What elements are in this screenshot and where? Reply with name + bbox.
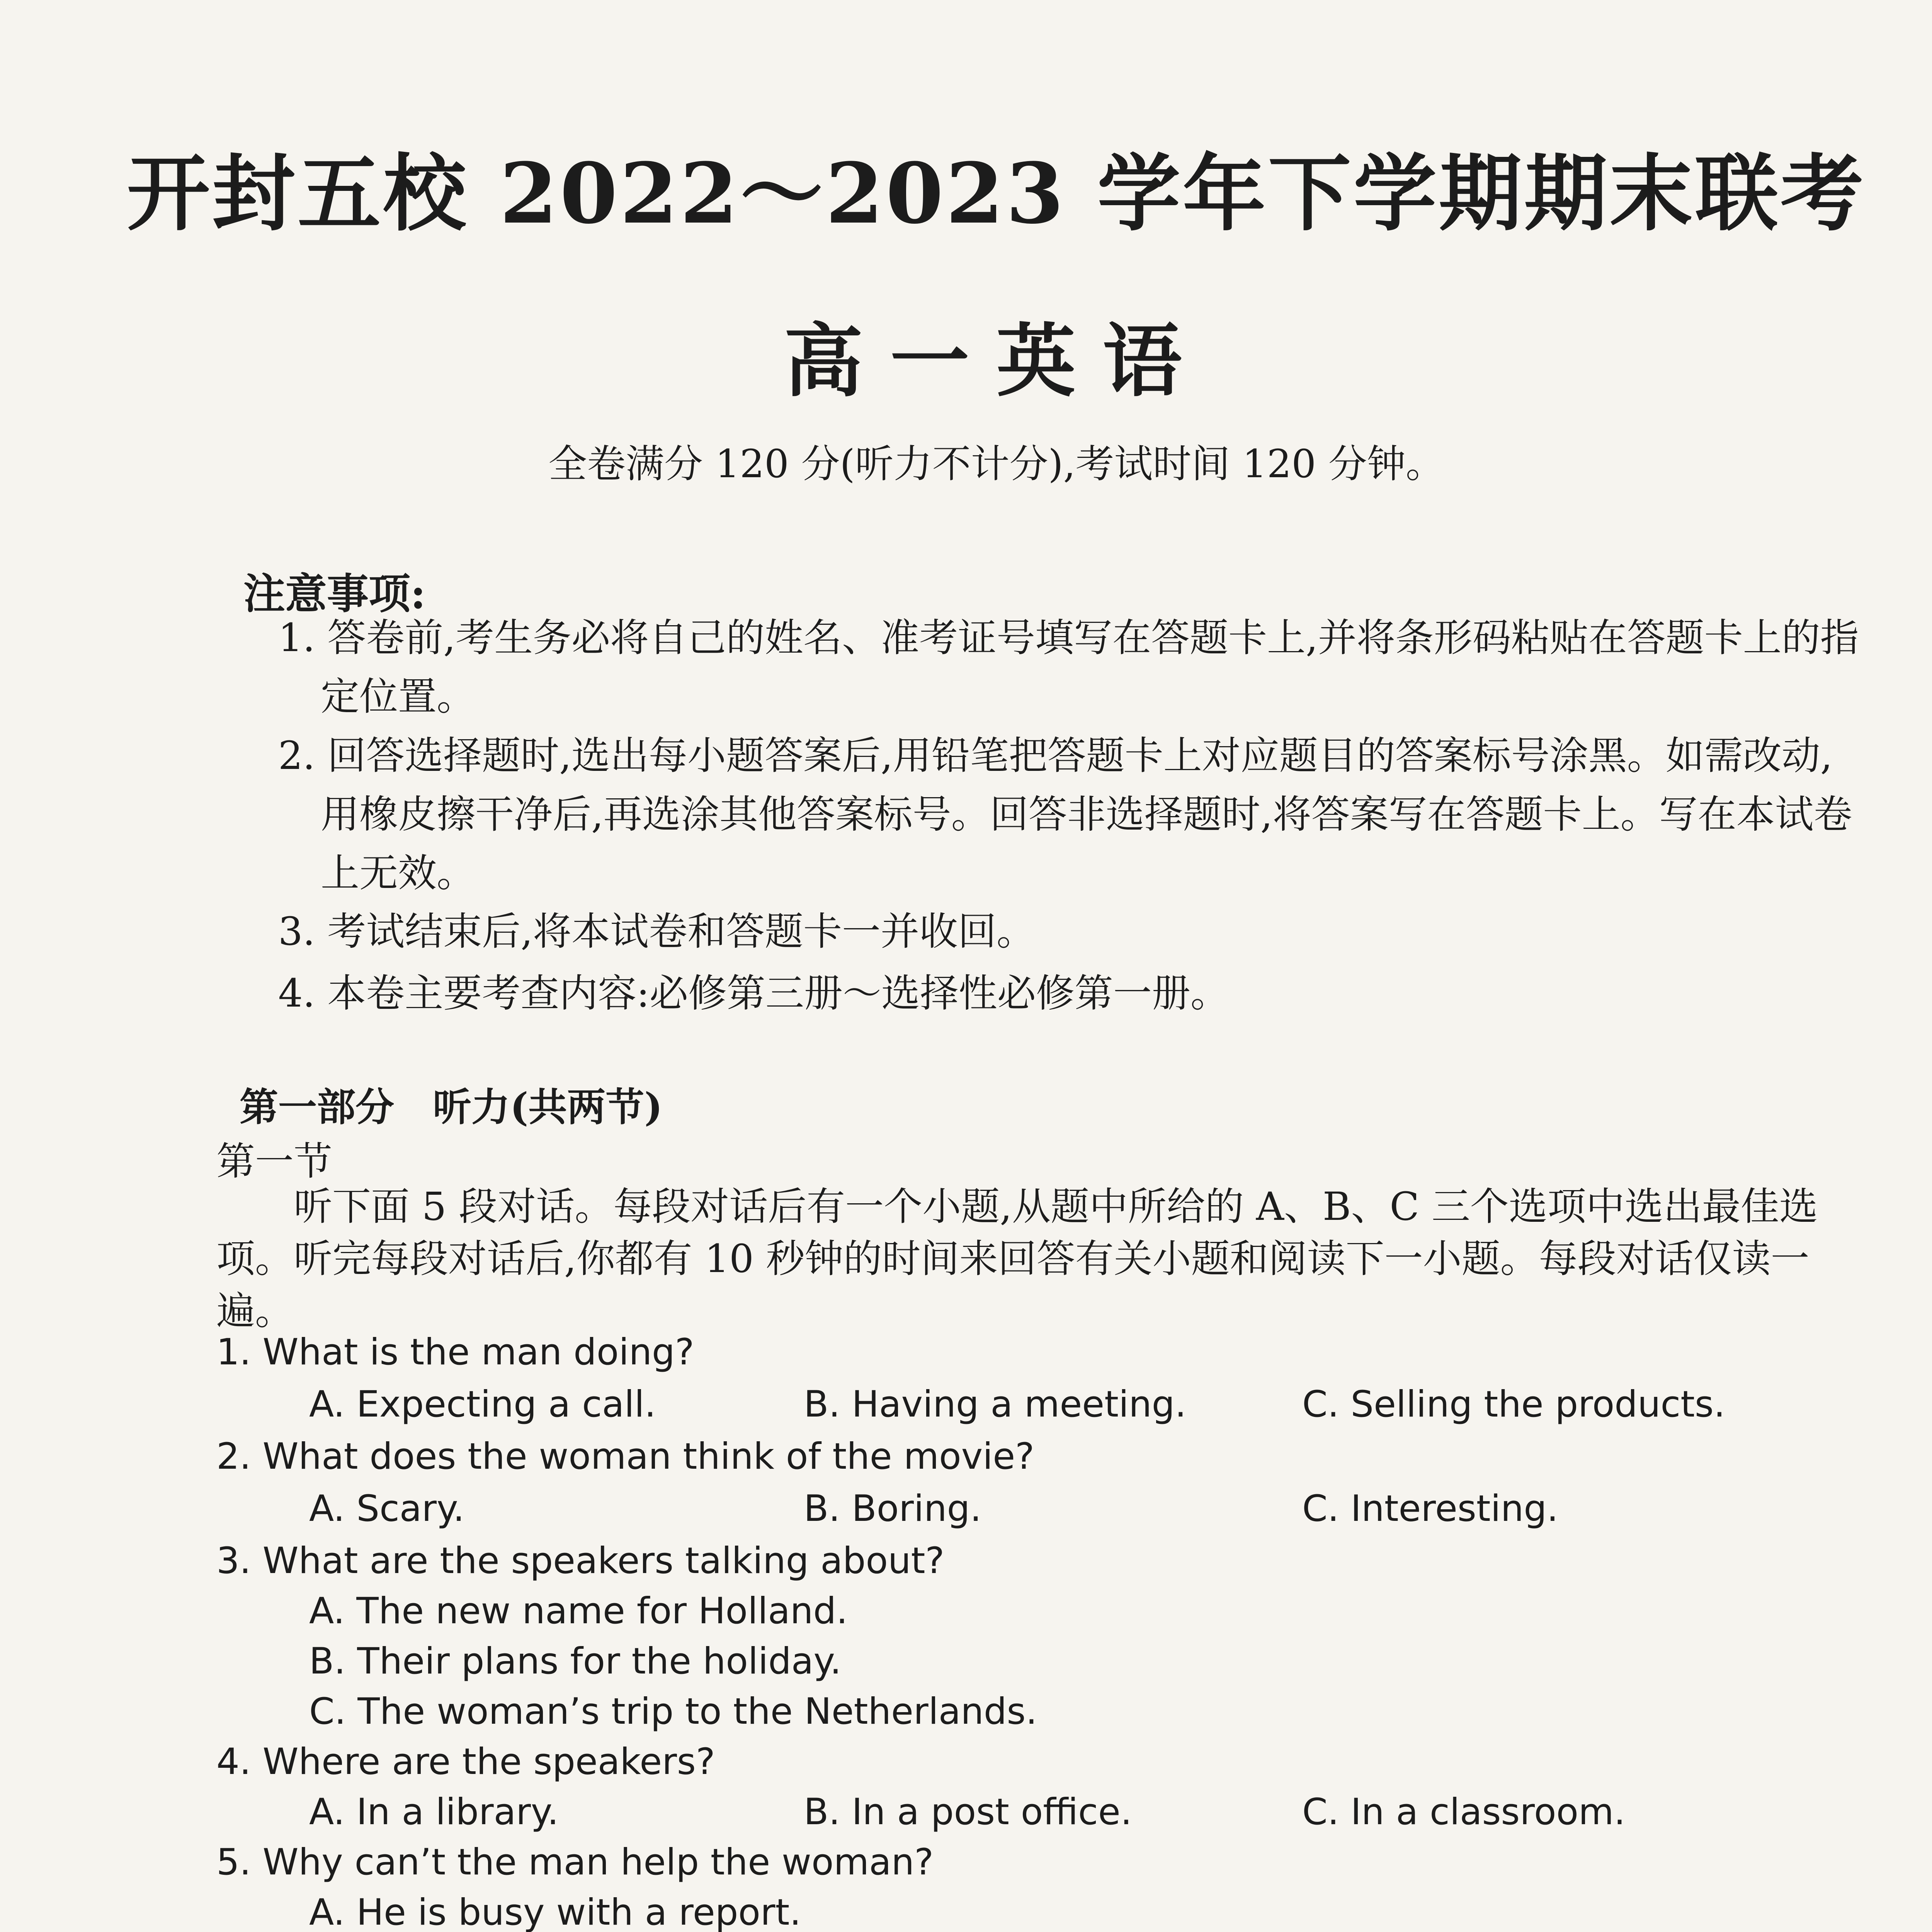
question-stem: 4. Where are the speakers? bbox=[216, 1741, 715, 1783]
option-b: B. Having a meeting. bbox=[804, 1383, 1187, 1425]
exam-title: 开封五校 2022～2023 学年下学期期末联考 bbox=[127, 145, 1866, 242]
option-c: C. The woman’s trip to the Netherlands. bbox=[309, 1690, 1037, 1733]
note-item: 2. 回答选择题时,选出每小题答案后,用铅笔把答题卡上对应题目的答案标号涂黑。如需改动,用橡皮擦干净后,再选涂其他答案标号。回答非选择题时,将答案写在答题卡上。写在本试卷上无效。 bbox=[278, 733, 1852, 896]
part-heading: 第一部分 听力(共两节) bbox=[240, 1084, 663, 1130]
question-stem: 3. What are the speakers talking about? bbox=[216, 1540, 945, 1582]
option-c: C. Selling the products. bbox=[1302, 1383, 1725, 1425]
section-instructions: 听下面 5 段对话。每段对话后有一个小题,从题中所给的 A、B、C 三个选项中选出最佳选项。听完每段对话后,你都有 10 秒钟的时间来回答有关小题和阅读下一小题。每段对话仅读一遍。 bbox=[216, 1184, 1818, 1333]
question-stem: 5. Why can’t the man help the woman? bbox=[216, 1841, 934, 1883]
question-stem: 2. What does the woman think of the movie? bbox=[216, 1435, 1035, 1478]
option-c: C. Interesting. bbox=[1302, 1488, 1558, 1530]
option-a: A. He is busy with a report. bbox=[309, 1891, 801, 1932]
full-score-note: 全卷满分 120 分(听力不计分),考试时间 120 分钟。 bbox=[548, 441, 1444, 486]
option-a: A. The new name for Holland. bbox=[309, 1590, 848, 1632]
option-a: A. In a library. bbox=[309, 1791, 559, 1833]
subject-title: 高一英语 bbox=[784, 315, 1209, 408]
option-a: A. Expecting a call. bbox=[309, 1383, 656, 1425]
section-heading: 第一节 bbox=[216, 1139, 332, 1184]
question-stem: 1. What is the man doing? bbox=[216, 1331, 694, 1373]
notes-heading: 注意事项: bbox=[243, 570, 426, 618]
option-a: A. Scary. bbox=[309, 1488, 465, 1530]
note-item: 1. 答卷前,考生务必将自己的姓名、准考证号填写在答题卡上,并将条形码粘贴在答题卡上的指定位置。 bbox=[278, 615, 1859, 719]
option-b: B. Boring. bbox=[804, 1488, 982, 1530]
option-b: B. Their plans for the holiday. bbox=[309, 1640, 842, 1682]
option-b: B. In a post office. bbox=[804, 1791, 1132, 1833]
note-item: 4. 本卷主要考查内容:必修第三册～选择性必修第一册。 bbox=[278, 971, 1229, 1016]
note-item: 3. 考试结束后,将本试卷和答题卡一并收回。 bbox=[278, 909, 1035, 954]
option-c: C. In a classroom. bbox=[1302, 1791, 1626, 1833]
